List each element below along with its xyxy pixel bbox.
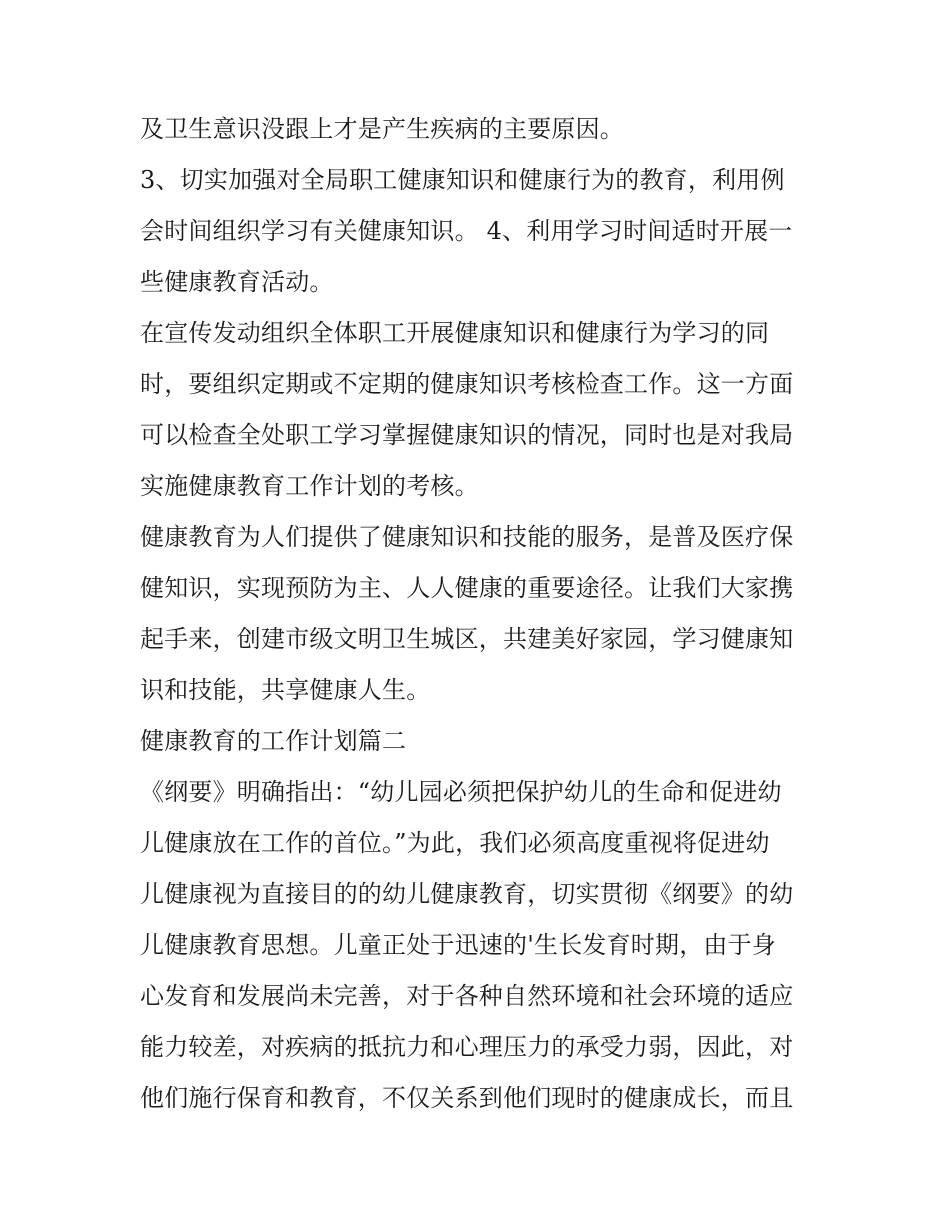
text-line-1: 及卫生意识没跟上才是产生疾病的主要原因。 (140, 115, 624, 143)
text-line-7: 可以检查全处职工学习掌握健康知识的情况，同时也是对我局 (140, 421, 794, 449)
text-line-19: 能力较差，对疾病的抵抗力和心理压力的承受力弱，因此，对 (140, 1033, 794, 1061)
section-heading: 健康教育的工作计划篇二 (140, 727, 407, 755)
text-line-6: 时，要组织定期或不定期的健康知识考核检查工作。这一方面 (140, 370, 794, 398)
text-line-8: 实施健康教育工作计划的考核。 (140, 472, 479, 500)
text-line-9: 健康教育为人们提供了健康知识和技能的服务，是普及医疗保 (140, 523, 794, 551)
text-line-15: 儿健康放在工作的首位。”为此，我们必须高度重视将促进幼 (140, 829, 770, 857)
text-line-3: 会时间组织学习有关健康知识。 4、利用学习时间适时开展一 (140, 217, 793, 245)
text-line-2: 3、切实加强对全局职工健康知识和健康行为的教育，利用例 (140, 166, 785, 194)
text-line-11: 起手来，创建市级文明卫生城区，共建美好家园，学习健康知 (140, 625, 794, 653)
text-line-16: 儿健康视为直接目的的幼儿健康教育，切实贯彻《纲要》的幼 (140, 880, 794, 908)
text-line-10: 健知识，实现预防为主、人人健康的重要途径。让我们大家携 (140, 574, 794, 602)
text-line-5: 在宣传发动组织全体职工开展健康知识和健康行为学习的同 (140, 319, 770, 347)
text-line-17: 儿健康教育思想。儿童正处于迅速的'生长发育时期，由于身 (140, 931, 776, 959)
text-line-12: 识和技能，共享健康人生。 (140, 676, 431, 704)
text-line-4: 些健康教育活动。 (140, 268, 334, 296)
text-line-18: 心发育和发展尚未完善，对于各种自然环境和社会环境的适应 (140, 982, 794, 1010)
text-line-20: 他们施行保育和教育，不仅关系到他们现时的健康成长，而且 (140, 1084, 794, 1112)
text-line-14: 《纲要》明确指出：“幼儿园必须把保护幼儿的生命和促进幼 (140, 778, 782, 806)
